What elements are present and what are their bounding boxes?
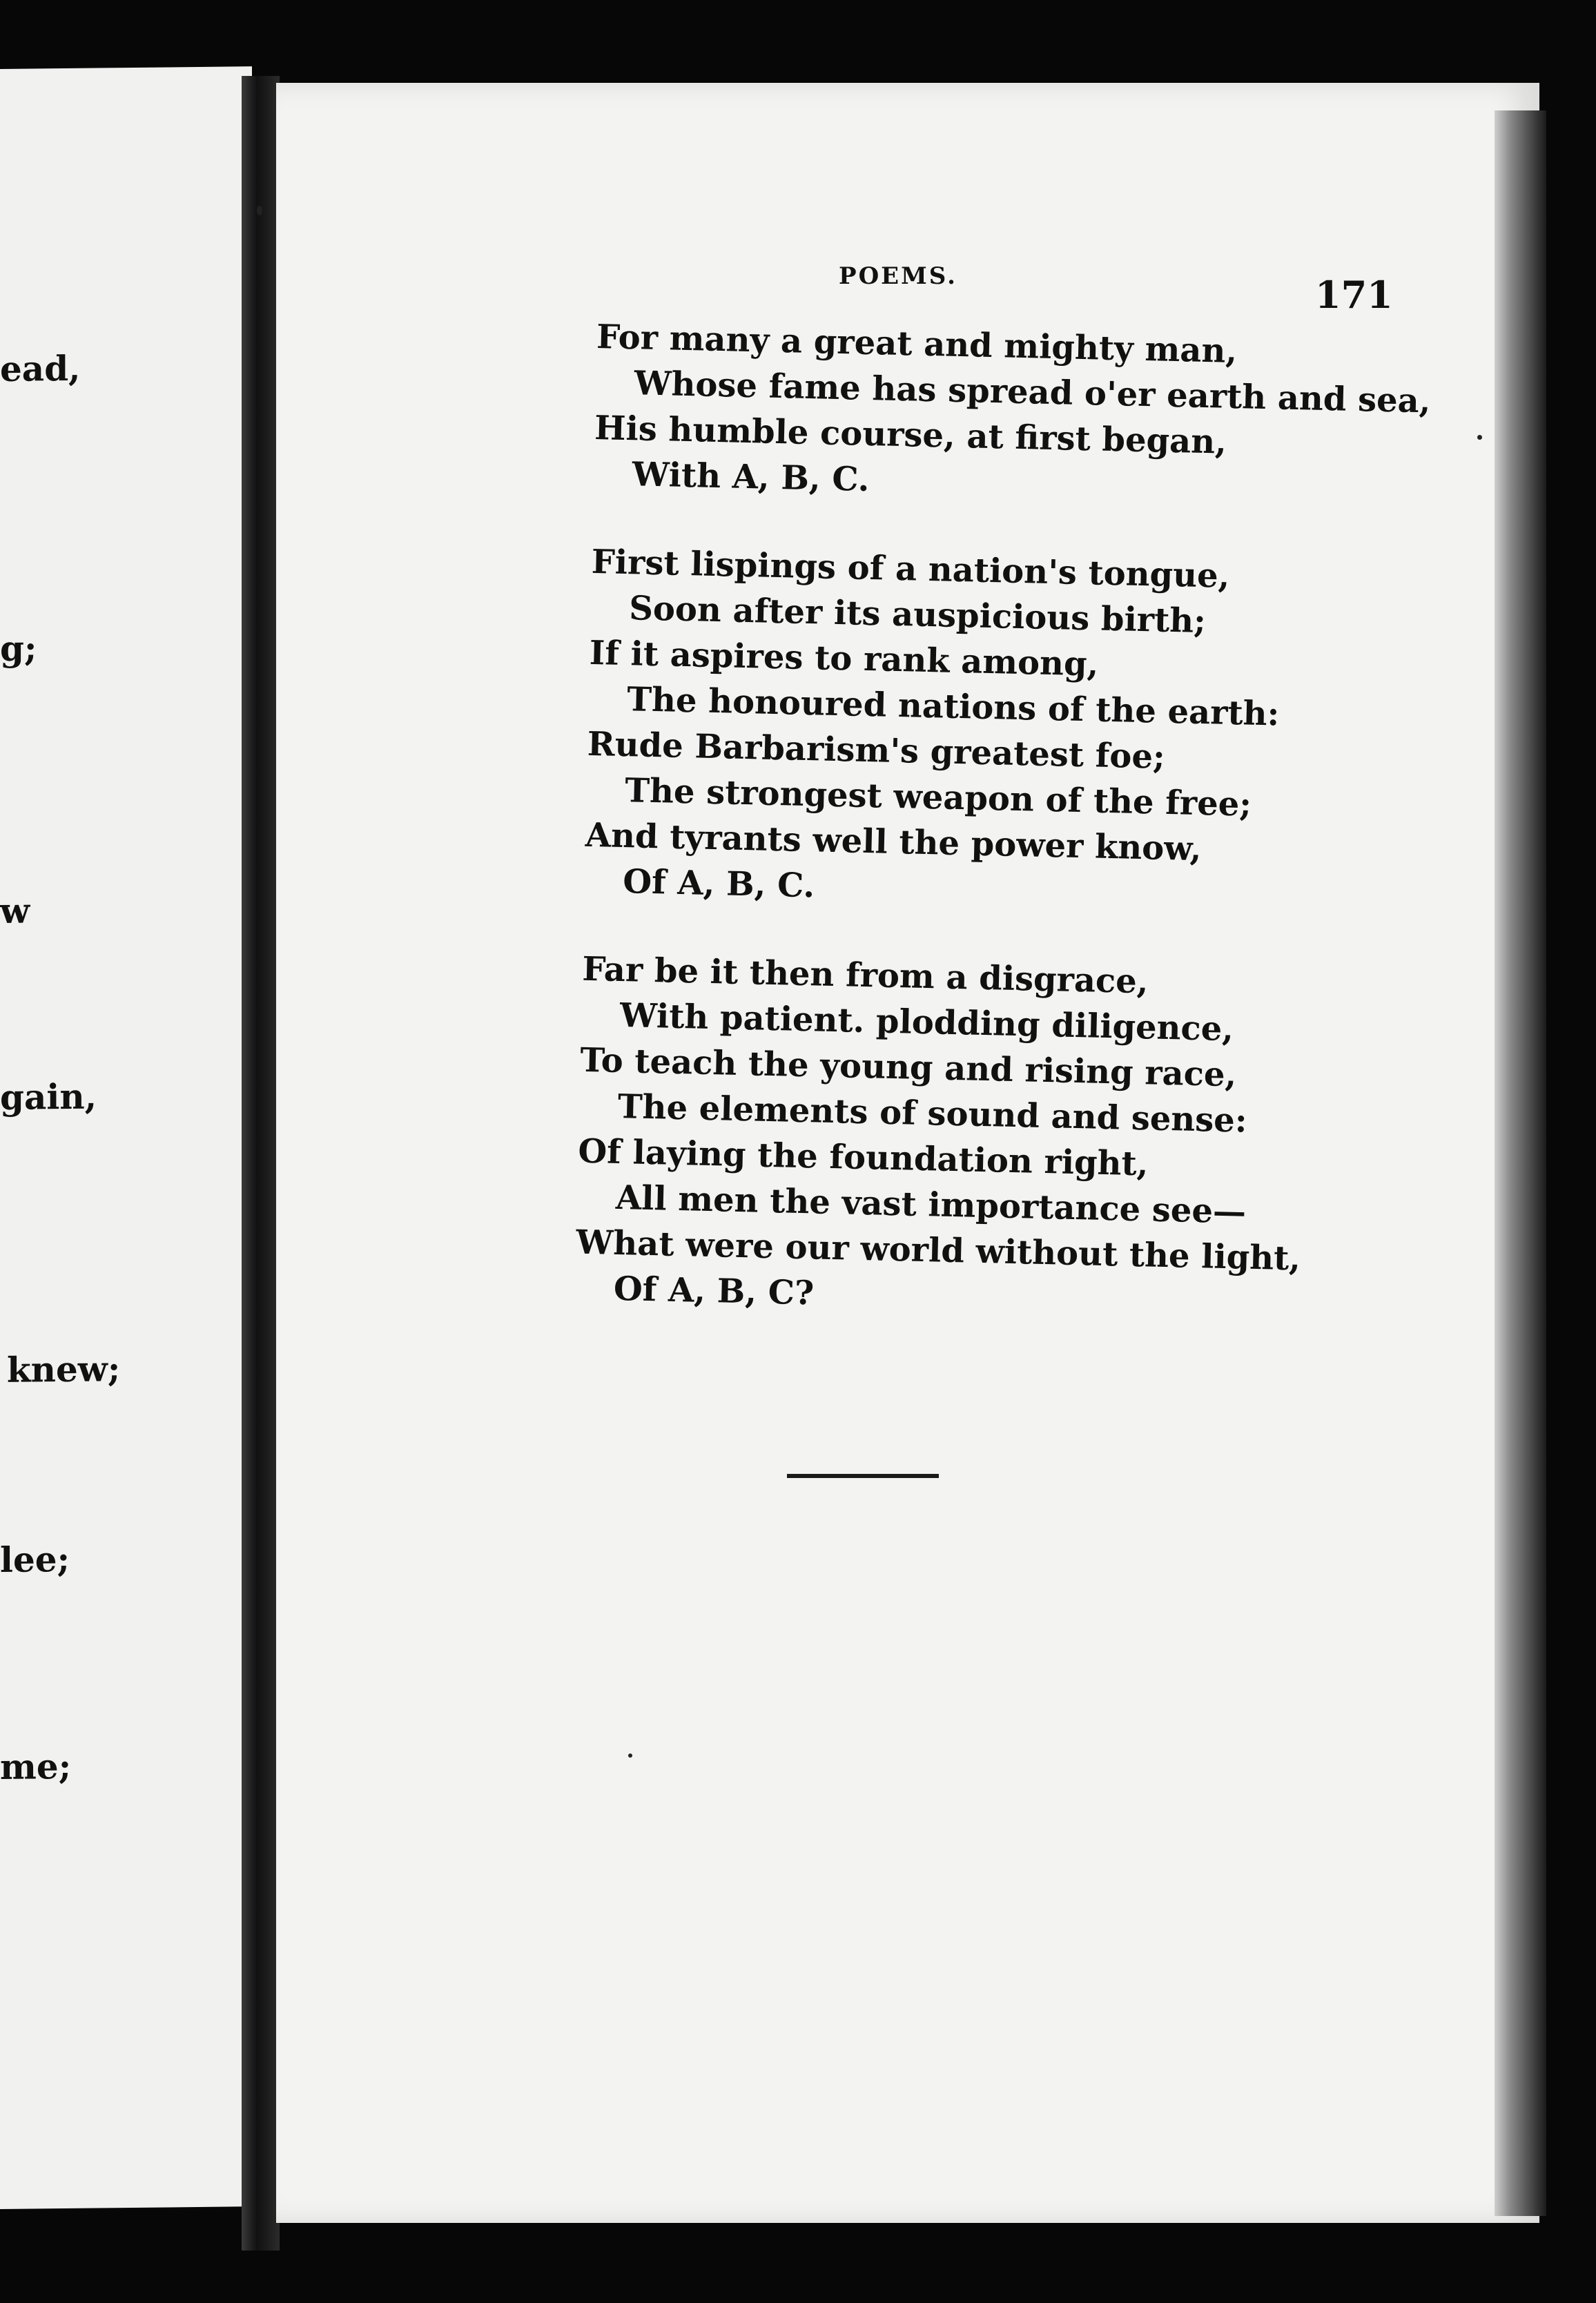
left-page-text: me; <box>0 1745 72 1787</box>
left-page-text: w <box>0 890 30 931</box>
poem-stanza <box>593 314 1432 513</box>
poem-line: His humble course, at first began, <box>594 408 1227 462</box>
poem-line: With A, B, C. <box>632 455 870 500</box>
scan-speck <box>1477 435 1482 440</box>
poem-line: Whose fame has spread o'er earth and sea, <box>634 364 1432 421</box>
poem-line: The honoured nations of the earth: <box>626 680 1280 734</box>
poem-line: What were our world without the light, <box>575 1223 1301 1279</box>
page-edge <box>1495 110 1546 2216</box>
left-page-text: gain, <box>0 1076 97 1118</box>
poem-line: To teach the young and rising race, <box>579 1040 1237 1095</box>
poem-line: Of A, B, C. <box>622 862 815 906</box>
left-page-fragment <box>0 66 252 2209</box>
book-gutter <box>242 76 280 2251</box>
page-number: 171 <box>1315 273 1393 317</box>
left-page-text: ead, <box>0 347 81 389</box>
poem-line: First lispings of a nation's tongue, <box>591 542 1230 596</box>
running-head: POEMS. <box>839 262 957 290</box>
poem-line: All men the vast importance see— <box>615 1178 1247 1232</box>
poem-line: With patient. plodding diligence, <box>619 996 1234 1049</box>
poem-stanza <box>574 946 1307 1328</box>
left-page-text: knew; <box>7 1348 121 1390</box>
left-page-text: lee; <box>0 1538 70 1580</box>
poem-stanza <box>584 539 1317 920</box>
poem-line: Soon after its auspicious birth; <box>628 589 1207 641</box>
poem-line: For many a great and mighty man, <box>596 317 1238 371</box>
left-page-text: g; <box>0 628 37 669</box>
poem-line: Far be it then from a disgrace, <box>581 949 1149 1002</box>
poem-line: Rude Barbarism's greatest foe; <box>587 724 1166 777</box>
poem-line: The strongest weapon of the free; <box>624 771 1252 824</box>
section-divider-rule <box>787 1474 939 1478</box>
scan-speck <box>257 206 262 215</box>
poem-line: And tyrants well the power know, <box>585 815 1203 869</box>
scan-speck <box>628 1753 632 1758</box>
poem-line: The elements of sound and sense: <box>617 1087 1248 1140</box>
poem-line: Of A, B, C? <box>613 1269 815 1313</box>
poem-line: Of laying the foundation right, <box>577 1131 1149 1184</box>
poem-body <box>574 314 1432 1370</box>
poem-line: If it aspires to rank among, <box>589 633 1099 684</box>
